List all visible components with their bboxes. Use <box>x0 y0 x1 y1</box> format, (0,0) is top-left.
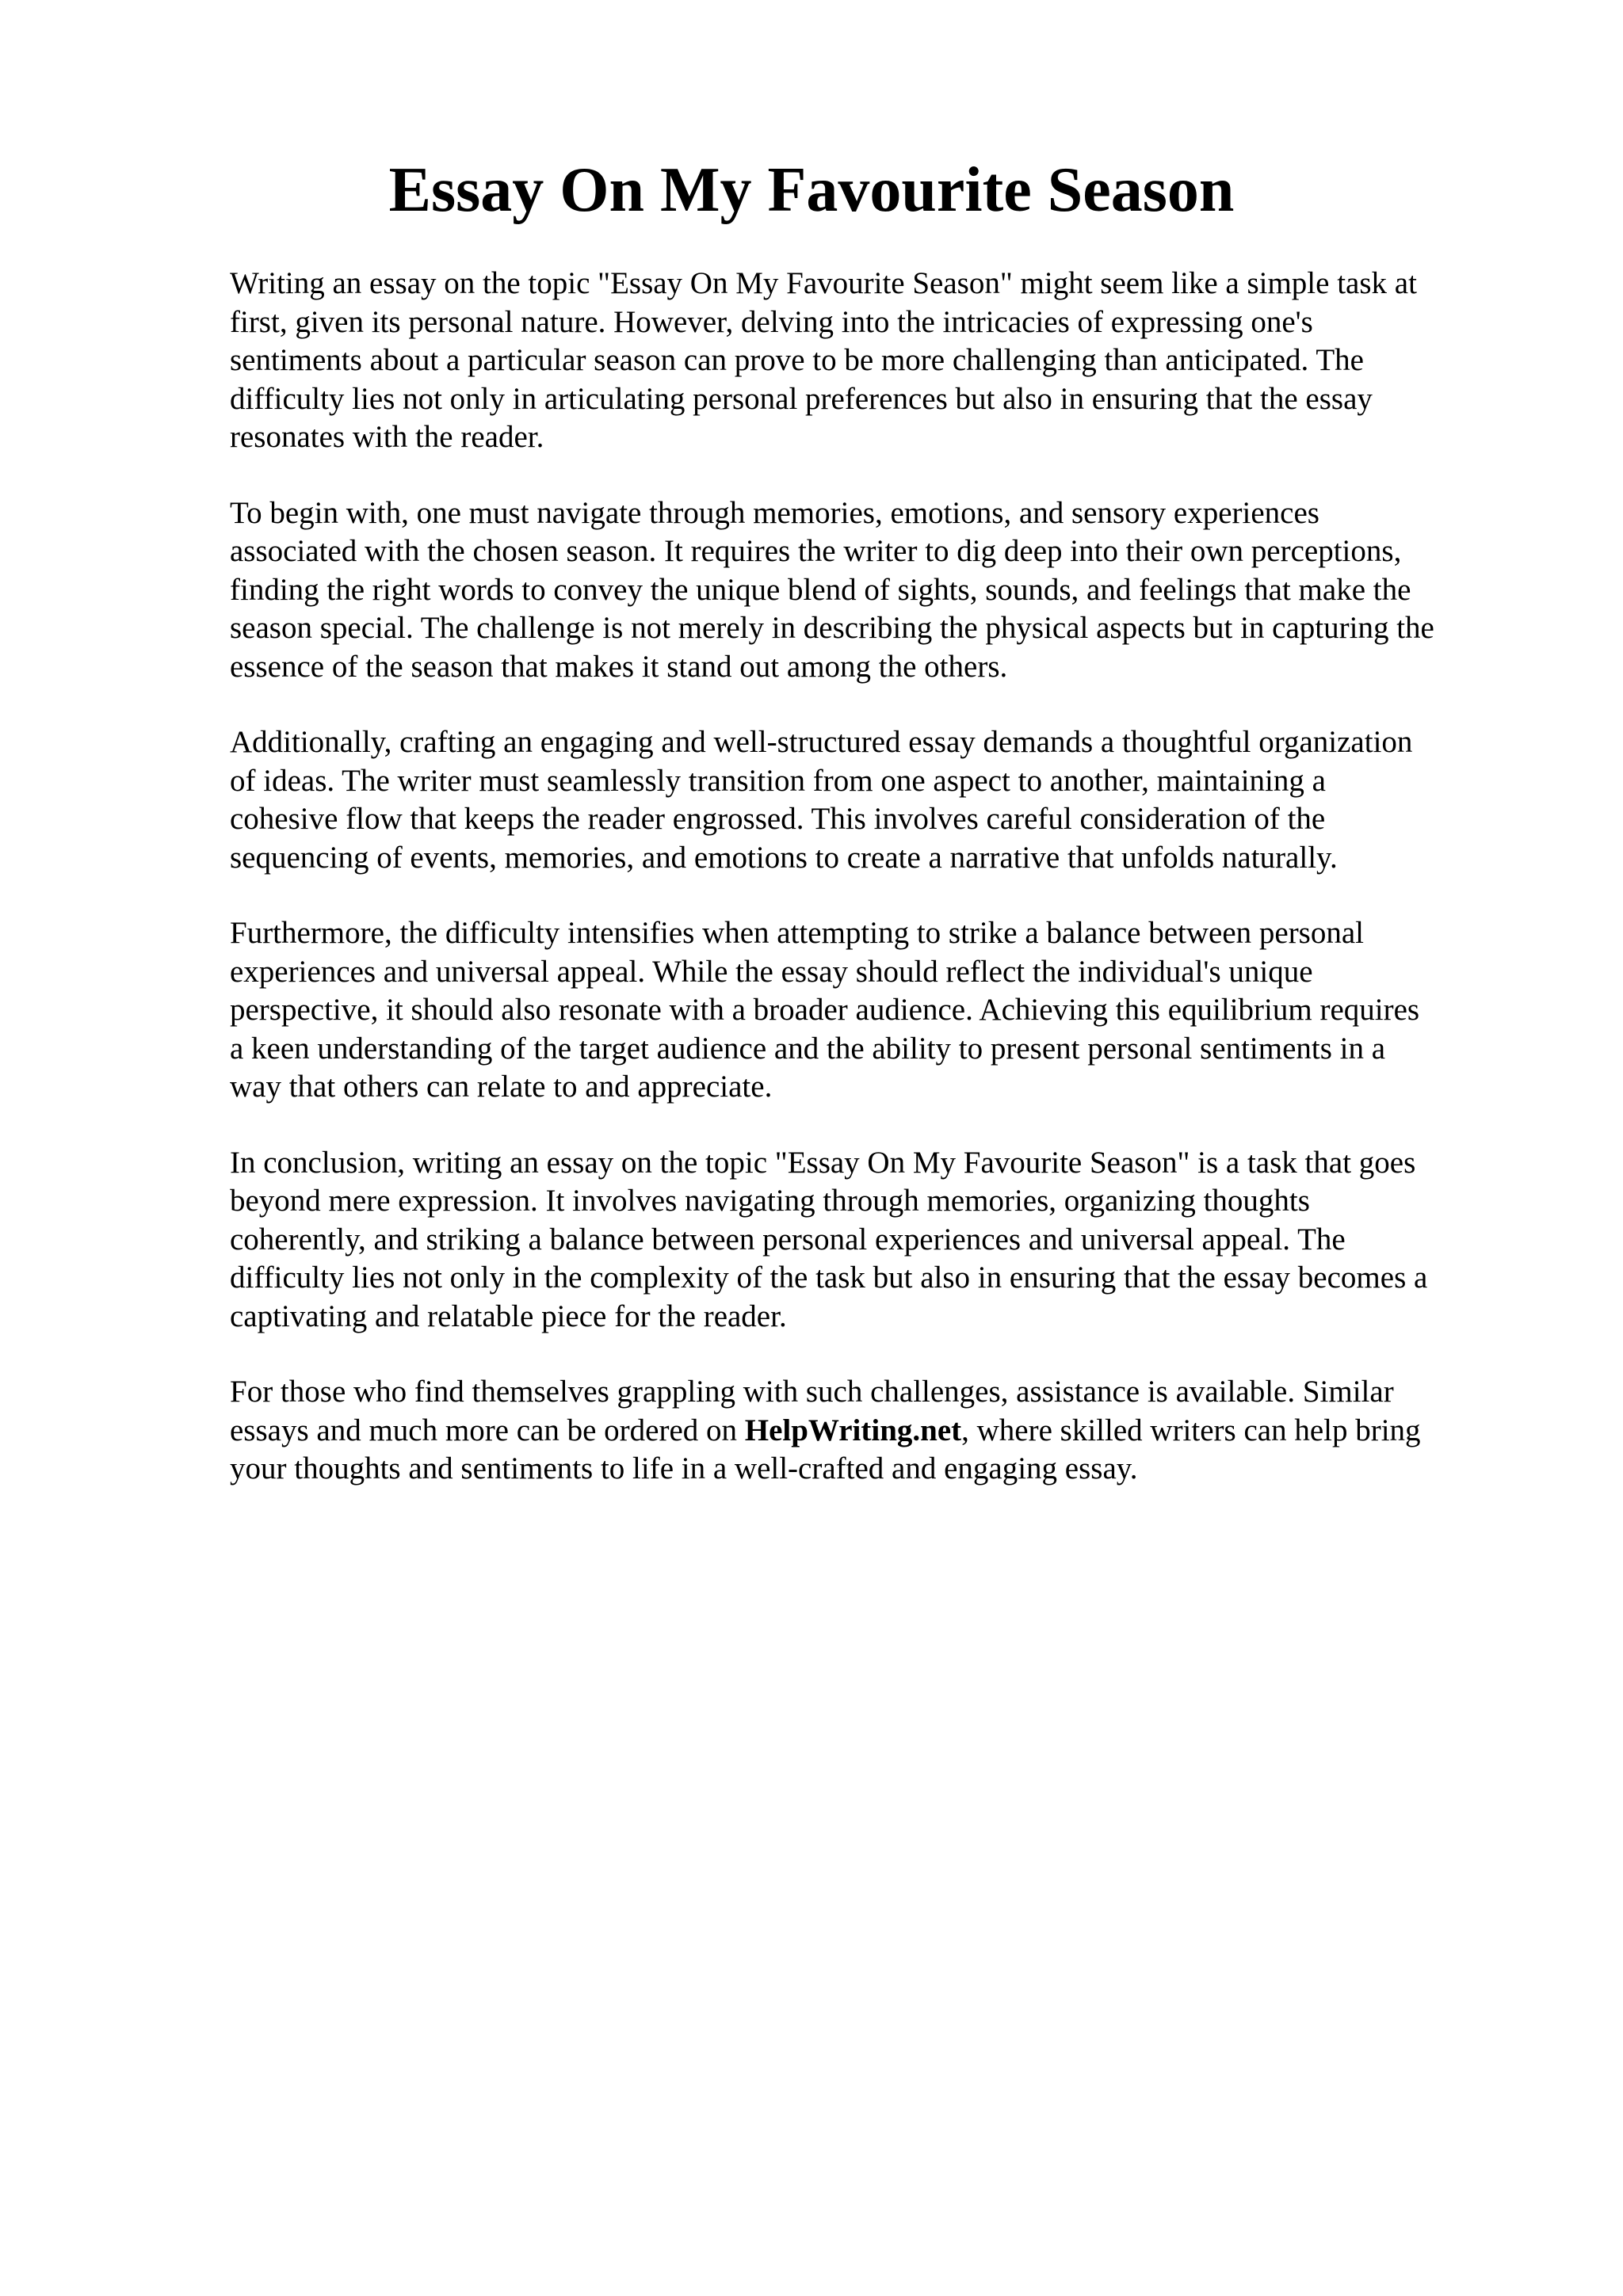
text-line: essence of the season that makes it stand out among the others. <box>230 649 1008 684</box>
page-title: Essay On My Favourite Season <box>388 155 1235 225</box>
text-line: difficulty lies not only in the complexity of the task but also in ensuring that the essay becomes a <box>230 1261 1428 1295</box>
text-line: coherently, and striking a balance between personal experiences and universal appeal. The <box>230 1222 1346 1257</box>
text-line: Writing an essay on the topic "Essay On My Favourite Season" might seem like a simple task at <box>230 266 1417 300</box>
text-line: Furthermore, the difficulty intensifies when attempting to strike a balance between personal <box>230 916 1365 950</box>
text-line: beyond mere expression. It involves navigating through memories, organizing thoughts <box>230 1184 1310 1218</box>
paragraph-1 <box>230 265 1529 457</box>
essay-body <box>230 265 1529 1526</box>
text-line: finding the right words to convey the unique blend of sights, sounds, and feelings that make the <box>230 572 1411 607</box>
text-segment: , where skilled writers can help bring <box>961 1413 1421 1447</box>
text-line: For those who find themselves grappling with such challenges, assistance is available. Similar <box>230 1375 1394 1409</box>
text-line: captivating and relatable piece for the reader. <box>230 1299 787 1333</box>
text-line: sentiments about a particular season can prove to be more challenging than anticipated. The <box>230 343 1364 377</box>
text-line: first, given its personal nature. However, delving into the intricacies of expressing one's <box>230 304 1313 339</box>
text-line: of ideas. The writer must seamlessly transition from one aspect to another, maintaining a <box>230 763 1326 798</box>
paragraph-4 <box>230 914 1529 1107</box>
text-line: sequencing of events, memories, and emotions to create a narrative that unfolds naturally. <box>230 840 1338 875</box>
text-line: experiences and universal appeal. While the essay should reflect the individual's unique <box>230 954 1313 989</box>
text-line: season special. The challenge is not merely in describing the physical aspects but in capturing the <box>230 611 1434 645</box>
text-line: way that others can relate to and appreciate. <box>230 1070 773 1104</box>
helpwriting-link[interactable]: HelpWriting.net <box>744 1413 962 1447</box>
text-line: resonates with the reader. <box>230 420 544 454</box>
paragraph-2 <box>230 494 1529 687</box>
text-line: associated with the chosen season. It requires the writer to dig deep into their own perceptions, <box>230 534 1402 568</box>
text-line: Additionally, crafting an engaging and well-structured essay demands a thoughtful organization <box>230 725 1413 759</box>
text-segment: essays and much more can be ordered on <box>230 1413 745 1447</box>
text-line: difficulty lies not only in articulating personal preferences but also in ensuring that the essay <box>230 381 1373 416</box>
text-line: In conclusion, writing an essay on the topic "Essay On My Favourite Season" is a task that goes <box>230 1145 1416 1180</box>
paragraph-5 <box>230 1144 1529 1337</box>
text-line: your thoughts and sentiments to life in a well-crafted and engaging essay. <box>230 1451 1138 1486</box>
text-line: a keen understanding of the target audience and the ability to present personal sentiments in a <box>230 1031 1386 1066</box>
paragraph-3 <box>230 723 1529 877</box>
text-line: cohesive flow that keeps the reader engrossed. This involves careful consideration of the <box>230 802 1326 836</box>
paragraph-6 <box>230 1373 1529 1489</box>
text-line: To begin with, one must navigate through memories, emotions, and sensory experiences <box>230 495 1319 530</box>
text-line-with-link <box>230 1412 1529 1451</box>
text-line: perspective, it should also resonate with a broader audience. Achieving this equilibrium requires <box>230 993 1420 1027</box>
